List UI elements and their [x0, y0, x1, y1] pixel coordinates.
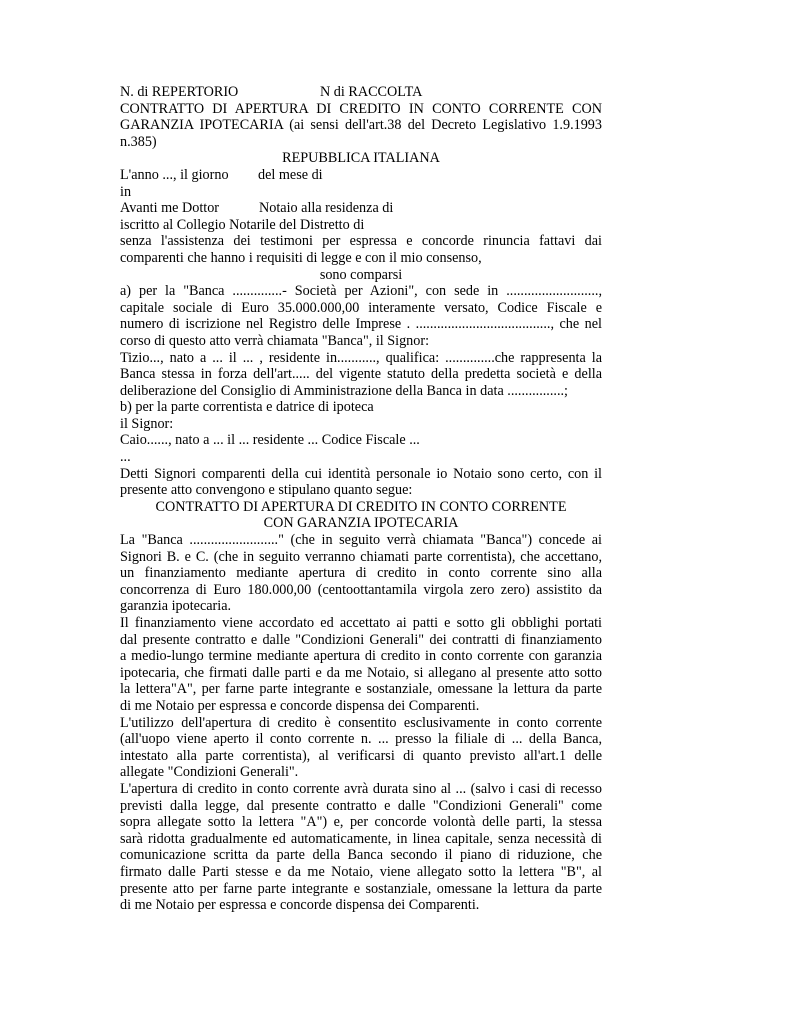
contract-heading-1: CONTRATTO DI APERTURA DI CREDITO IN CONTO CORRENTE [155, 498, 567, 515]
document-page [120, 84, 602, 914]
paragraph-line: Signori B. e C. (che in seguito verranno chiamati parte correntista), che accettano, [120, 548, 602, 565]
title-line-2: GARANZIA IPOTECARIA (ai sensi dell'art.38 del Decreto Legislativo 1.9.1993 [120, 117, 602, 134]
paragraph-line: a medio-lungo termine mediante apertura di credito in conto corrente con garanzia [120, 648, 602, 665]
party-b-paragraph [120, 399, 602, 465]
party-a-line: corso di questo atto verrà chiamata "Banca", il Signor: [120, 332, 430, 349]
contract-paragraph-2 [120, 615, 602, 715]
in-line: in [120, 183, 132, 200]
title-line-3: n.385) [120, 133, 157, 150]
comparsi-line: sono comparsi [319, 266, 403, 283]
party-a-line: numero di iscrizione nel Registro delle Imprese . ......................................, che nel [120, 316, 602, 333]
paragraph-line: sarà ridotta gradualmente ed automaticamente, in linea capitale, senza necessità di [120, 830, 602, 847]
contract-heading-2: CON GARANZIA IPOTECARIA [263, 515, 459, 532]
paragraph-line: dal presente contratto e dalle "Condizioni Generali" dei contratti di finanziamento [120, 631, 602, 648]
party-b-line: il Signor: [120, 415, 174, 432]
paragraph-line: allegate "Condizioni Generali". [120, 764, 299, 781]
title-line-1: CONTRATTO DI APERTURA DI CREDITO IN CONTO CORRENTE CON [120, 100, 602, 117]
republic-heading: REPUBBLICA ITALIANA [282, 150, 440, 167]
mese-text: del mese di [258, 166, 323, 183]
party-a-line: a) per la "Banca ..............- Società per Azioni", con sede in .........................., [120, 283, 602, 300]
party-a-line: Banca stessa in forza dell'art..... del vigente statuto della predetta società e della [120, 366, 602, 383]
repertorio-label: N. di REPERTORIO [120, 84, 239, 100]
paragraph-line: comunicazione scritta da parte della Banca secondo il piano di riduzione, che [120, 847, 602, 864]
paragraph-line: ipotecaria, che firmati dalle parti e da me Notaio, si allegano al presente atto sotto [120, 664, 602, 681]
avanti-line [120, 200, 602, 217]
party-a-line: deliberazione del Consiglio di Amministrazione della Banca in data ................; [120, 382, 568, 399]
paragraph-line: intestato alla parte correntista), al verificarsi di quanto previsto all'art.1 delle [120, 747, 602, 764]
party-a-line: capitale sociale di Euro 35.000.000,00 interamente versato, Codice Fiscale e [120, 299, 602, 316]
anno-line [120, 167, 602, 184]
assistenza-line-1: senza l'assistenza dei testimoni per espressa e concorde rinuncia fattavi dai [120, 233, 602, 250]
paragraph-line: sopra allegate sotto la lettera "A") e, per concorde volontà delle parti, la stessa [120, 814, 602, 831]
assistenza-line-2: comparenti che hanno i requisiti di legge e con il mio consenso, [120, 249, 482, 266]
detti-paragraph [120, 466, 602, 499]
party-a-line: Tizio..., nato a ... il ... , residente in..........., qualifica: ..............che rappresenta la [120, 349, 602, 366]
avanti-text: Avanti me Dottor [120, 200, 220, 217]
paragraph-line: un finanziamento mediante apertura di credito in conto corrente sino alla [120, 565, 602, 582]
paragraph-line: di me Notaio per espressa e concorde dispensa dei Comparenti. [120, 897, 480, 914]
party-a-paragraph [120, 283, 602, 399]
anno-text: L'anno ..., il giorno [120, 166, 229, 183]
detti-line: presente atto convengono e stipulano quanto segue: [120, 482, 413, 499]
paragraph-line: La "Banca ........................." (che in seguito verrà chiamata "Banca") concede ai [120, 532, 602, 549]
contract-paragraph-4 [120, 781, 602, 914]
paragraph-line: L'utilizzo dell'apertura di credito è consentito esclusivamente in conto corrente [120, 714, 602, 731]
paragraph-line: concorrenza di Euro 180.000,00 (centoottantamila virgola zero zero) assistito da [120, 581, 602, 598]
paragraph-line: firmato dalle Parti stesse e da me Notaio, viene allegato sotto la lettera "B", al [120, 863, 602, 880]
paragraph-line: la lettera"A", per farne parte integrante e sostanziale, omessane la lettura da parte [120, 681, 602, 698]
paragraph-line: L'apertura di credito in conto corrente avrà durata sino al ... (salvo i casi di recesso [120, 780, 602, 797]
raccolta-label: N di RACCOLTA [320, 84, 423, 100]
collegio-line: iscritto al Collegio Notarile del Distretto di [120, 216, 365, 233]
paragraph-line: di me Notaio per espressa e concorde dispensa dei Comparenti. [120, 697, 480, 714]
paragraph-line: (all'uopo viene aperto il conto corrente n. ... presso la filiale di ... della Banca, [120, 731, 602, 748]
paragraph-line: previsti dalla legge, dal presente contratto e dalle "Condizioni Generali" come [120, 797, 602, 814]
party-b-line: Caio......, nato a ... il ... residente ... Codice Fiscale ... [120, 432, 420, 449]
party-b-line: b) per la parte correntista e datrice di ipoteca [120, 399, 374, 416]
detti-line: Detti Signori comparenti della cui identità personale io Notaio sono certo, con il [120, 465, 602, 482]
contract-paragraph-1 [120, 532, 602, 615]
paragraph-line: Il finanziamento viene accordato ed accettato ai patti e sotto gli obblighi portati [120, 615, 602, 631]
repertorio-line [120, 84, 602, 101]
paragraph-line: presente atto per farne parte integrante e sostanziale, omessane la lettura da parte [120, 880, 602, 897]
notaio-text: Notaio alla residenza di [259, 200, 394, 217]
party-b-line: ... [120, 449, 131, 466]
contract-paragraph-3 [120, 715, 602, 781]
paragraph-line: garanzia ipotecaria. [120, 598, 232, 615]
